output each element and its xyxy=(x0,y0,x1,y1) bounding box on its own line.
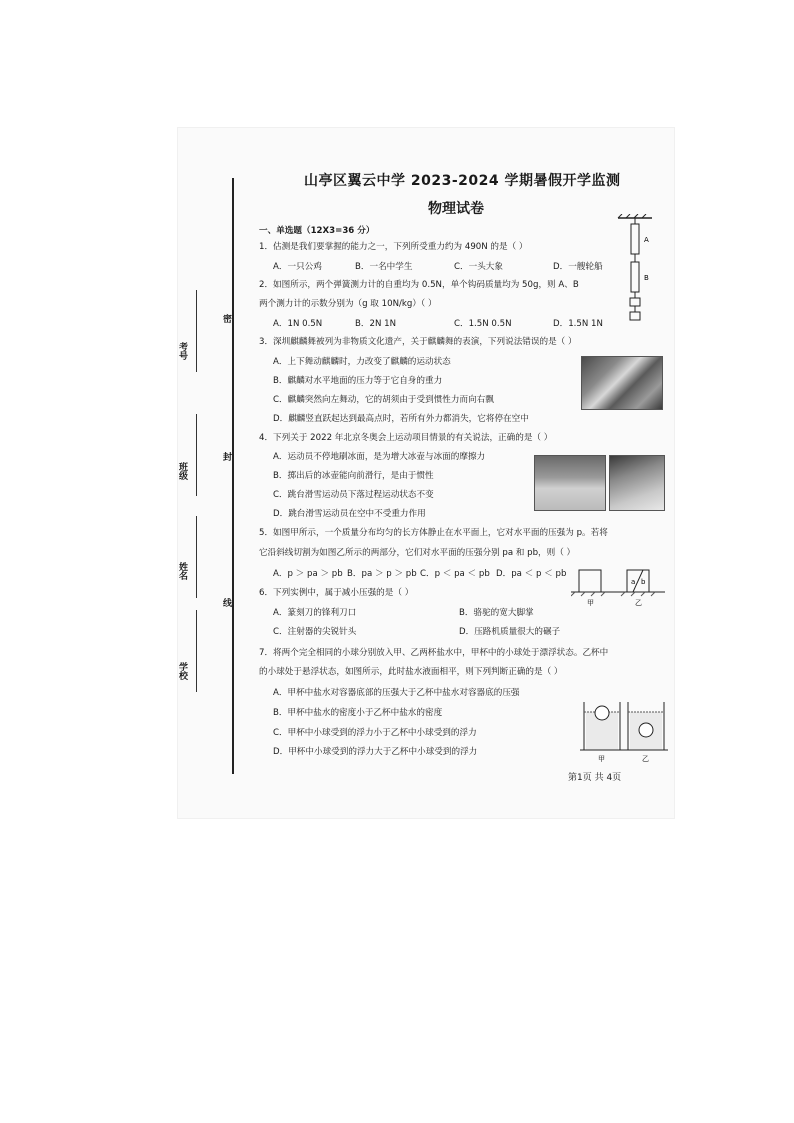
block-label-yi: 乙 xyxy=(635,599,642,607)
q2-option-d: D．1.5N 1N xyxy=(553,319,603,329)
q4-option-c: C．跳台滑雪运动员下落过程运动状态不变 xyxy=(273,490,434,500)
label-school: 学校 xyxy=(177,662,187,680)
seal-word-mi: 密 xyxy=(221,314,231,323)
kylin-dance-photo xyxy=(581,356,663,410)
q7-stem-2: 的小球处于悬浮状态，如图所示，此时盐水液面相平，则下列判断正确的是（ ） xyxy=(259,667,563,677)
label-exam-number: 考号 xyxy=(177,342,187,360)
block-figure xyxy=(571,566,665,608)
seal-word-feng: 封 xyxy=(221,452,231,461)
q2-option-a: A．1N 0.5N xyxy=(273,319,323,329)
block-label-jia: 甲 xyxy=(587,599,594,607)
q2-stem-2: 两个测力计的示数分别为（g 取 10N/kg）（ ） xyxy=(259,299,437,309)
q3-stem: 3．深圳麒麟舞被列为非物质文化遗产，关于麒麟舞的表演，下列说法错误的是（ ） xyxy=(259,337,577,347)
section-title: 一、单选题（12X3=36 分） xyxy=(259,226,375,236)
q5-stem-2: 它沿斜线切割为如图乙所示的两部分，它们对水平面的压强分别 pa 和 pb，则（ ） xyxy=(259,548,576,558)
q1-option-a: A．一只公鸡 xyxy=(273,262,322,272)
cup-label-yi: 乙 xyxy=(642,755,649,763)
q4-option-d: D．跳台滑雪运动员在空中不受重力作用 xyxy=(273,509,426,519)
q5-option-c: C．p ＜ pa ＜ pb xyxy=(420,569,490,579)
ski-jump-photo xyxy=(609,455,665,511)
cup-label-jia: 甲 xyxy=(598,755,605,763)
q7-option-b: B．甲杯中盐水的密度小于乙杯中盐水的密度 xyxy=(273,708,443,718)
q6-option-a: A．篆刻刀的锋利刀口 xyxy=(273,608,357,618)
seal-word-xian: 线 xyxy=(221,598,231,607)
q1-option-b: B．一名中学生 xyxy=(355,262,413,272)
q4-stem: 4．下列关于 2022 年北京冬奥会上运动项目情景的有关说法，正确的是（ ） xyxy=(259,433,553,443)
spring-label-b: B xyxy=(644,274,649,282)
q2-stem: 2．如图所示，两个弹簧测力计的自重均为 0.5N，单个钩码质量均为 50g，则 A、B xyxy=(259,280,579,290)
q7-stem: 7．将两个完全相同的小球分别放入甲、乙两杯盐水中，甲杯中的小球处于漂浮状态。乙杯中 xyxy=(259,648,609,658)
label-name: 姓名 xyxy=(177,562,187,580)
q1-stem: 1．估测是我们要掌握的能力之一，下列所受重力约为 490N 的是（ ） xyxy=(259,242,528,252)
q5-option-d: D．pa ＜ p ＜ pb xyxy=(496,569,567,579)
q5-stem: 5．如图甲所示，一个质量分布均匀的长方体静止在水平面上，它对水平面的压强为 p。若将 xyxy=(259,528,608,538)
exam-number-field[interactable] xyxy=(196,290,197,372)
q3-option-d: D．麒麟竖直跃起达到最高点时，若所有外力都消失，它将停在空中 xyxy=(273,414,529,424)
q1-option-c: C．一头大象 xyxy=(454,262,503,272)
q6-stem: 6．下列实例中，属于减小压强的是（ ） xyxy=(259,588,414,598)
q6-option-b: B．骆驼的宽大脚掌 xyxy=(459,608,534,618)
q4-option-a: A．运动员不停地刷冰面，是为增大冰壶与冰面的摩擦力 xyxy=(273,452,486,462)
exam-title: 山亭区翼云中学 2023-2024 学期暑假开学监测 xyxy=(304,173,621,189)
q3-option-c: C．麒麟突然向左舞动，它的胡须由于受到惯性力而向右飘 xyxy=(273,395,494,405)
block-part-b: b xyxy=(641,578,646,586)
q3-option-a: A．上下舞动麒麟时，力改变了麒麟的运动状态 xyxy=(273,357,451,367)
q1-option-d: D．一艘轮船 xyxy=(553,262,603,272)
curling-photo xyxy=(534,455,606,511)
name-field[interactable] xyxy=(196,516,197,598)
spring-balance-figure xyxy=(614,214,656,324)
q7-option-d: D．甲杯中小球受到的浮力大于乙杯中小球受到的浮力 xyxy=(273,747,478,757)
q2-option-c: C．1.5N 0.5N xyxy=(454,319,512,329)
spring-label-a: A xyxy=(644,236,649,244)
page-number: 第1页 共 4页 xyxy=(568,773,622,783)
exam-subtitle: 物理试卷 xyxy=(428,201,484,217)
class-field[interactable] xyxy=(196,414,197,496)
binding-line xyxy=(232,178,234,774)
q7-option-c: C．甲杯中小球受到的浮力小于乙杯中小球受到的浮力 xyxy=(273,728,477,738)
q7-option-a: A．甲杯中盐水对容器底部的压强大于乙杯中盐水对容器底的压强 xyxy=(273,688,520,698)
q6-option-d: D．压路机质量很大的碾子 xyxy=(459,627,561,637)
block-part-a: a xyxy=(631,578,636,586)
q4-option-b: B．掷出后的冰壶能向前滑行，是由于惯性 xyxy=(273,471,434,481)
q2-option-b: B．2N 1N xyxy=(355,319,397,329)
q3-option-b: B．麒麟对水平地面的压力等于它自身的重力 xyxy=(273,376,443,386)
label-class: 班级 xyxy=(177,462,187,480)
q5-option-b: B．pa ＞ p ＞ pb xyxy=(347,569,417,579)
cup-figure xyxy=(580,700,668,764)
q6-option-c: C．注射器的尖锐针头 xyxy=(273,627,357,637)
school-field[interactable] xyxy=(196,610,197,692)
q5-option-a: A．p ＞ pa ＞ pb xyxy=(273,569,343,579)
